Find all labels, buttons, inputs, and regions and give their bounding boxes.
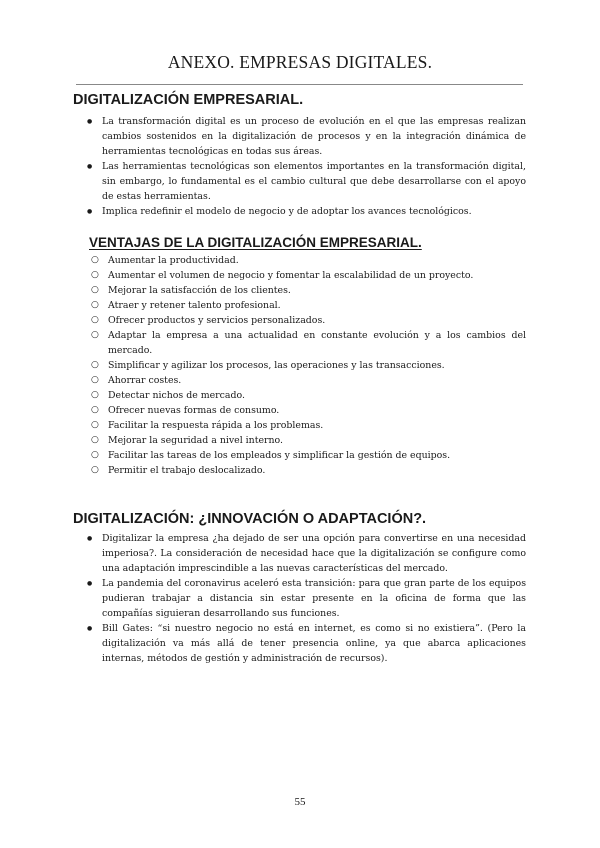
- title-divider: [76, 84, 523, 85]
- list-item: ○ Aumentar la productividad.: [108, 253, 526, 268]
- list-item: ● Digitalizar la empresa ¿ha dejado de ser una opción para convertirse en una necesidad imperiosa?. La consideración de necesidad hace que la digitalización se configure como una adaptación imprescindible a las nuevas características del mercado.: [102, 531, 526, 576]
- list-item: ○ Atraer y retener talento profesional.: [108, 298, 526, 313]
- list-item: ○ Ofrecer productos y servicios personalizados.: [108, 313, 526, 328]
- list-item: ○ Facilitar la respuesta rápida a los problemas.: [108, 418, 526, 433]
- list-item: ● Las herramientas tecnológicas son elementos importantes en la transformación digital, sin embargo, lo fundamental es el cambio cultural que debe desarrollarse con el apoyo de estas herramientas.: [102, 159, 526, 204]
- list-item: ○ Aumentar el volumen de negocio y fomentar la escalabilidad de un proyecto.: [108, 268, 526, 283]
- list-item: ○ Permitir el trabajo deslocalizado.: [108, 463, 526, 478]
- list-item: ○ Facilitar las tareas de los empleados y simplificar la gestión de equipos.: [108, 448, 526, 463]
- section-heading-innovacion: DIGITALIZACIÓN: ¿INNOVACIÓN O ADAPTACIÓN?.: [73, 511, 427, 527]
- list-item: ○ Mejorar la satisfacción de los clientes.: [108, 283, 526, 298]
- list-item: ○ Mejorar la seguridad a nivel interno.: [108, 433, 526, 448]
- list-item: ○ Ahorrar costes.: [108, 373, 526, 388]
- list-item: ○ Ofrecer nuevas formas de consumo.: [108, 403, 526, 418]
- section-heading-ventajas: VENTAJAS DE LA DIGITALIZACIÓN EMPRESARIAL.: [89, 235, 422, 250]
- list-item: ○ Simplificar y agilizar los procesos, las operaciones y las transacciones.: [108, 358, 526, 373]
- section-heading-digitalizacion: DIGITALIZACIÓN EMPRESARIAL.: [73, 92, 304, 108]
- section2-circle-list: [108, 253, 526, 478]
- section3-bullet-list: [102, 531, 526, 666]
- list-item: ○ Adaptar la empresa a una actualidad en constante evolución y a los cambios del mercado.: [108, 328, 526, 358]
- list-item: ● La pandemia del coronavirus aceleró esta transición: para que gran parte de los equipos pudieran trabajar a distancia sin estar presente en la oficina de forma que las compañías siguieran desarrollando sus funciones.: [102, 576, 526, 621]
- list-item: ○ Detectar nichos de mercado.: [108, 388, 526, 403]
- list-item: ● La transformación digital es un proceso de evolución en el que las empresas realizan cambios sostenidos en la digitalización de procesos y en la integración dinámica de herramientas tecnológicas en todas sus áreas.: [102, 114, 526, 159]
- page-number: 55: [294, 796, 306, 808]
- list-item: ● Bill Gates: “si nuestro negocio no está en internet, es como si no existiera”. (Pero la digitalización va más allá de tener presencia online, ya que abarca aplicaciones internas, métodos de gestión y administración de recursos).: [102, 621, 526, 666]
- list-item: ● Implica redefinir el modelo de negocio y de adoptar los avances tecnológicos.: [102, 204, 526, 219]
- section1-bullet-list: [102, 114, 526, 219]
- page-title: ANEXO. EMPRESAS DIGITALES.: [167, 52, 433, 72]
